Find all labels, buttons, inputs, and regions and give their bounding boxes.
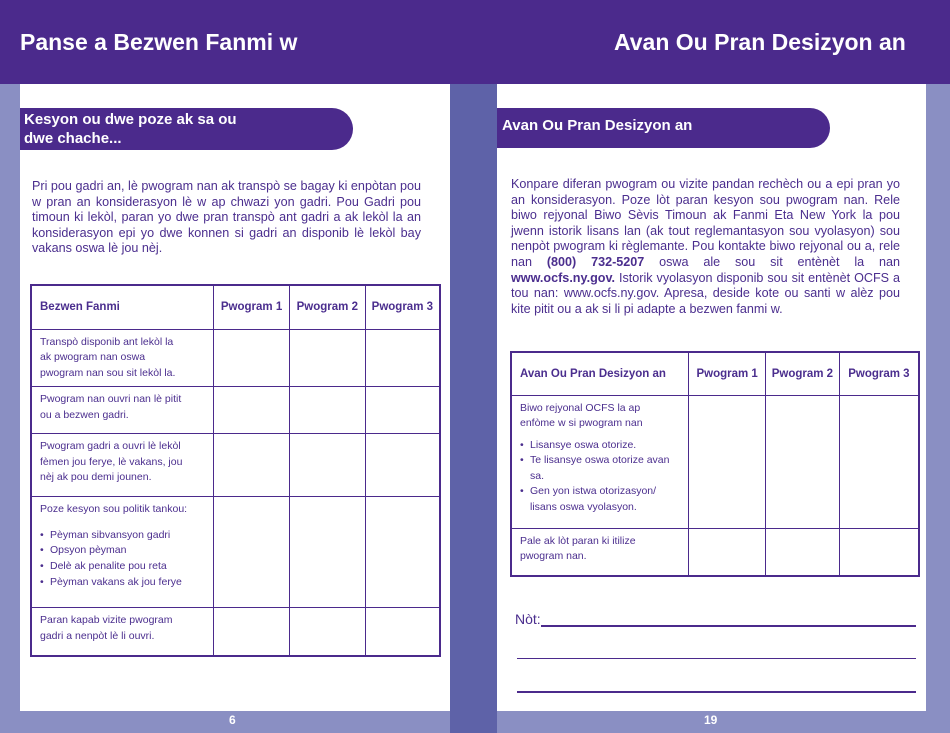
column-header: Pwogram 1 [214, 285, 290, 329]
label-line: ak pwogram nan oswa [40, 351, 146, 364]
paragraph-text: Konpare diferan pwogram ou vizite pandan rechèch ou a epi pran yo an konsiderasyon. Poze lòt paran kesyon sou pwogram nan. Rele biwo rejyonal Biwo Sèvis Timoun ak Fanmi Eta New York la pou jwenn istorik lisans lan (ak tout reglemantasyon sou vyolasyon) sou nenpòt pwogram ki règlemante. Pou kontakte biwo rejyonal ou a, rele nan [511, 177, 900, 269]
row-label [31, 608, 214, 656]
paragraph-text: Istorik vyolasyon disponib sou sit entènèt OCFS a tou nan: www.ocfs.ny.gov. Apresa, deside kote ou santi w alèz pou kite pitit ou a ak si li pi adapte a bezwen fanmi w. [511, 270, 901, 316]
row-label [511, 528, 689, 576]
row-label [31, 329, 214, 387]
checkbox-cell[interactable] [689, 395, 766, 528]
row-label [31, 434, 214, 497]
table-header-row [511, 352, 919, 395]
label-line: ou a bezwen gadri. [40, 408, 129, 421]
list-item: • Opsyon pèyman [40, 543, 205, 559]
table-row [31, 329, 440, 387]
left-page-number: 6 [229, 713, 236, 727]
row-label [511, 395, 689, 528]
label-line: enfòme w si pwogram nan [520, 417, 643, 430]
checkbox-cell[interactable] [289, 329, 365, 387]
row-label [31, 497, 214, 608]
notes-line[interactable] [541, 625, 916, 627]
right-page-title: Avan Ou Pran Desizyon an [614, 29, 906, 55]
checkbox-cell[interactable] [289, 434, 365, 497]
right-page-number: 19 [704, 713, 718, 727]
checkbox-cell[interactable] [214, 434, 290, 497]
table-row [31, 387, 440, 434]
label-line: Pwogram nan ouvri nan lè pitit [40, 393, 182, 406]
decision-table [510, 351, 920, 577]
label-line: Paran kapab vizite pwogram [40, 614, 173, 627]
notes-line[interactable] [517, 658, 916, 659]
paragraph-text: oswa ale sou sit entènèt la nan [659, 254, 901, 269]
list-item: • Gen yon istwa otorizasyon/ lisans oswa vyolasyon. [520, 484, 680, 515]
list-item: • Lisansye oswa otorize. [520, 438, 680, 454]
license-bullet-list [520, 438, 680, 516]
label-line: pwogram nan. [520, 550, 587, 563]
checkbox-cell[interactable] [689, 528, 766, 576]
checkbox-cell[interactable] [839, 528, 919, 576]
left-page-title: Panse a Bezwen Fanmi w [20, 29, 298, 55]
left-section-title [20, 108, 353, 150]
label-line: Pwogram gadri a ouvri lè lekòl [40, 440, 181, 453]
label-line: pwogram nan sou sit lekòl la. [40, 366, 176, 379]
table-header-row [31, 285, 440, 329]
checkbox-cell[interactable] [839, 395, 919, 528]
label-line: Pale ak lòt paran ki itilize [520, 534, 636, 547]
checkbox-cell[interactable] [766, 528, 840, 576]
label-line: fèmen jou ferye, lè vakans, jou [40, 455, 183, 468]
list-item: • Delè ak penalite pou reta [40, 559, 205, 575]
checkbox-cell[interactable] [766, 395, 840, 528]
checkbox-cell[interactable] [365, 329, 440, 387]
column-header: Pwogram 3 [365, 285, 440, 329]
section-title-line: dwe chache... [24, 130, 122, 147]
checkbox-cell[interactable] [365, 608, 440, 656]
column-header: Bezwen Fanmi [31, 285, 214, 329]
phone-number: (800) 732-5207 [546, 254, 645, 269]
table-row [31, 608, 440, 656]
list-item: • Pèyman sibvansyon gadri [40, 528, 205, 544]
checkbox-cell[interactable] [214, 387, 290, 434]
checkbox-cell[interactable] [214, 329, 290, 387]
label-line: Biwo rejyonal OCFS la ap [520, 401, 641, 414]
list-item: • Te lisansye oswa otorize avan sa. [520, 453, 680, 484]
checkbox-cell[interactable] [214, 497, 290, 608]
label-line: gadri a nenpòt lè li ouvri. [40, 629, 155, 642]
label-line: nèj ak pou demi jounen. [40, 471, 152, 484]
checkbox-cell[interactable] [289, 387, 365, 434]
table-row [31, 434, 440, 497]
spine [450, 84, 497, 733]
checkbox-cell[interactable] [365, 434, 440, 497]
column-header: Pwogram 2 [289, 285, 365, 329]
family-needs-table [30, 284, 441, 657]
checkbox-cell[interactable] [289, 608, 365, 656]
label-line: Poze kesyon sou politik tankou: [40, 503, 188, 516]
column-header: Avan Ou Pran Desizyon an [511, 352, 689, 395]
column-header: Pwogram 1 [689, 352, 766, 395]
column-header: Pwogram 2 [766, 352, 840, 395]
label-line: Transpò disponib ant lekòl la [40, 335, 174, 348]
table-row [31, 497, 440, 608]
column-header: Pwogram 3 [839, 352, 919, 395]
checkbox-cell[interactable] [365, 387, 440, 434]
left-intro-paragraph: Pri pou gadri an, lè pwogram nan ak transpò se bagay ki enpòtan pou w pran an konsiderasyon lè w ap chwazi yon gadri. Pou Gadri pou timoun ki lekòl, paran yo dwe pran transpò ant gadri a ak lekòl la an konsiderasyon epi yo dwe konnen si gadri an disponib lè lekòl bay vakans oswa lè jou nèj. [32, 179, 421, 256]
row-label [31, 387, 214, 434]
table-row [511, 528, 919, 576]
policy-bullet-list [40, 528, 205, 590]
right-intro-paragraph [511, 177, 900, 317]
header-bar [0, 0, 950, 84]
section-title-line: Kesyon ou dwe poze ak sa ou [24, 111, 237, 128]
website-link[interactable]: www.ocfs.ny.gov. [511, 270, 616, 285]
notes-line[interactable] [517, 691, 916, 693]
checkbox-cell[interactable] [365, 497, 440, 608]
table-row [511, 395, 919, 528]
checkbox-cell[interactable] [289, 497, 365, 608]
checkbox-cell[interactable] [214, 608, 290, 656]
list-item: • Pèyman vakans ak jou ferye [40, 575, 205, 591]
notes-label: Nòt: [515, 611, 541, 627]
right-section-title: Avan Ou Pran Desizyon an [497, 108, 830, 148]
